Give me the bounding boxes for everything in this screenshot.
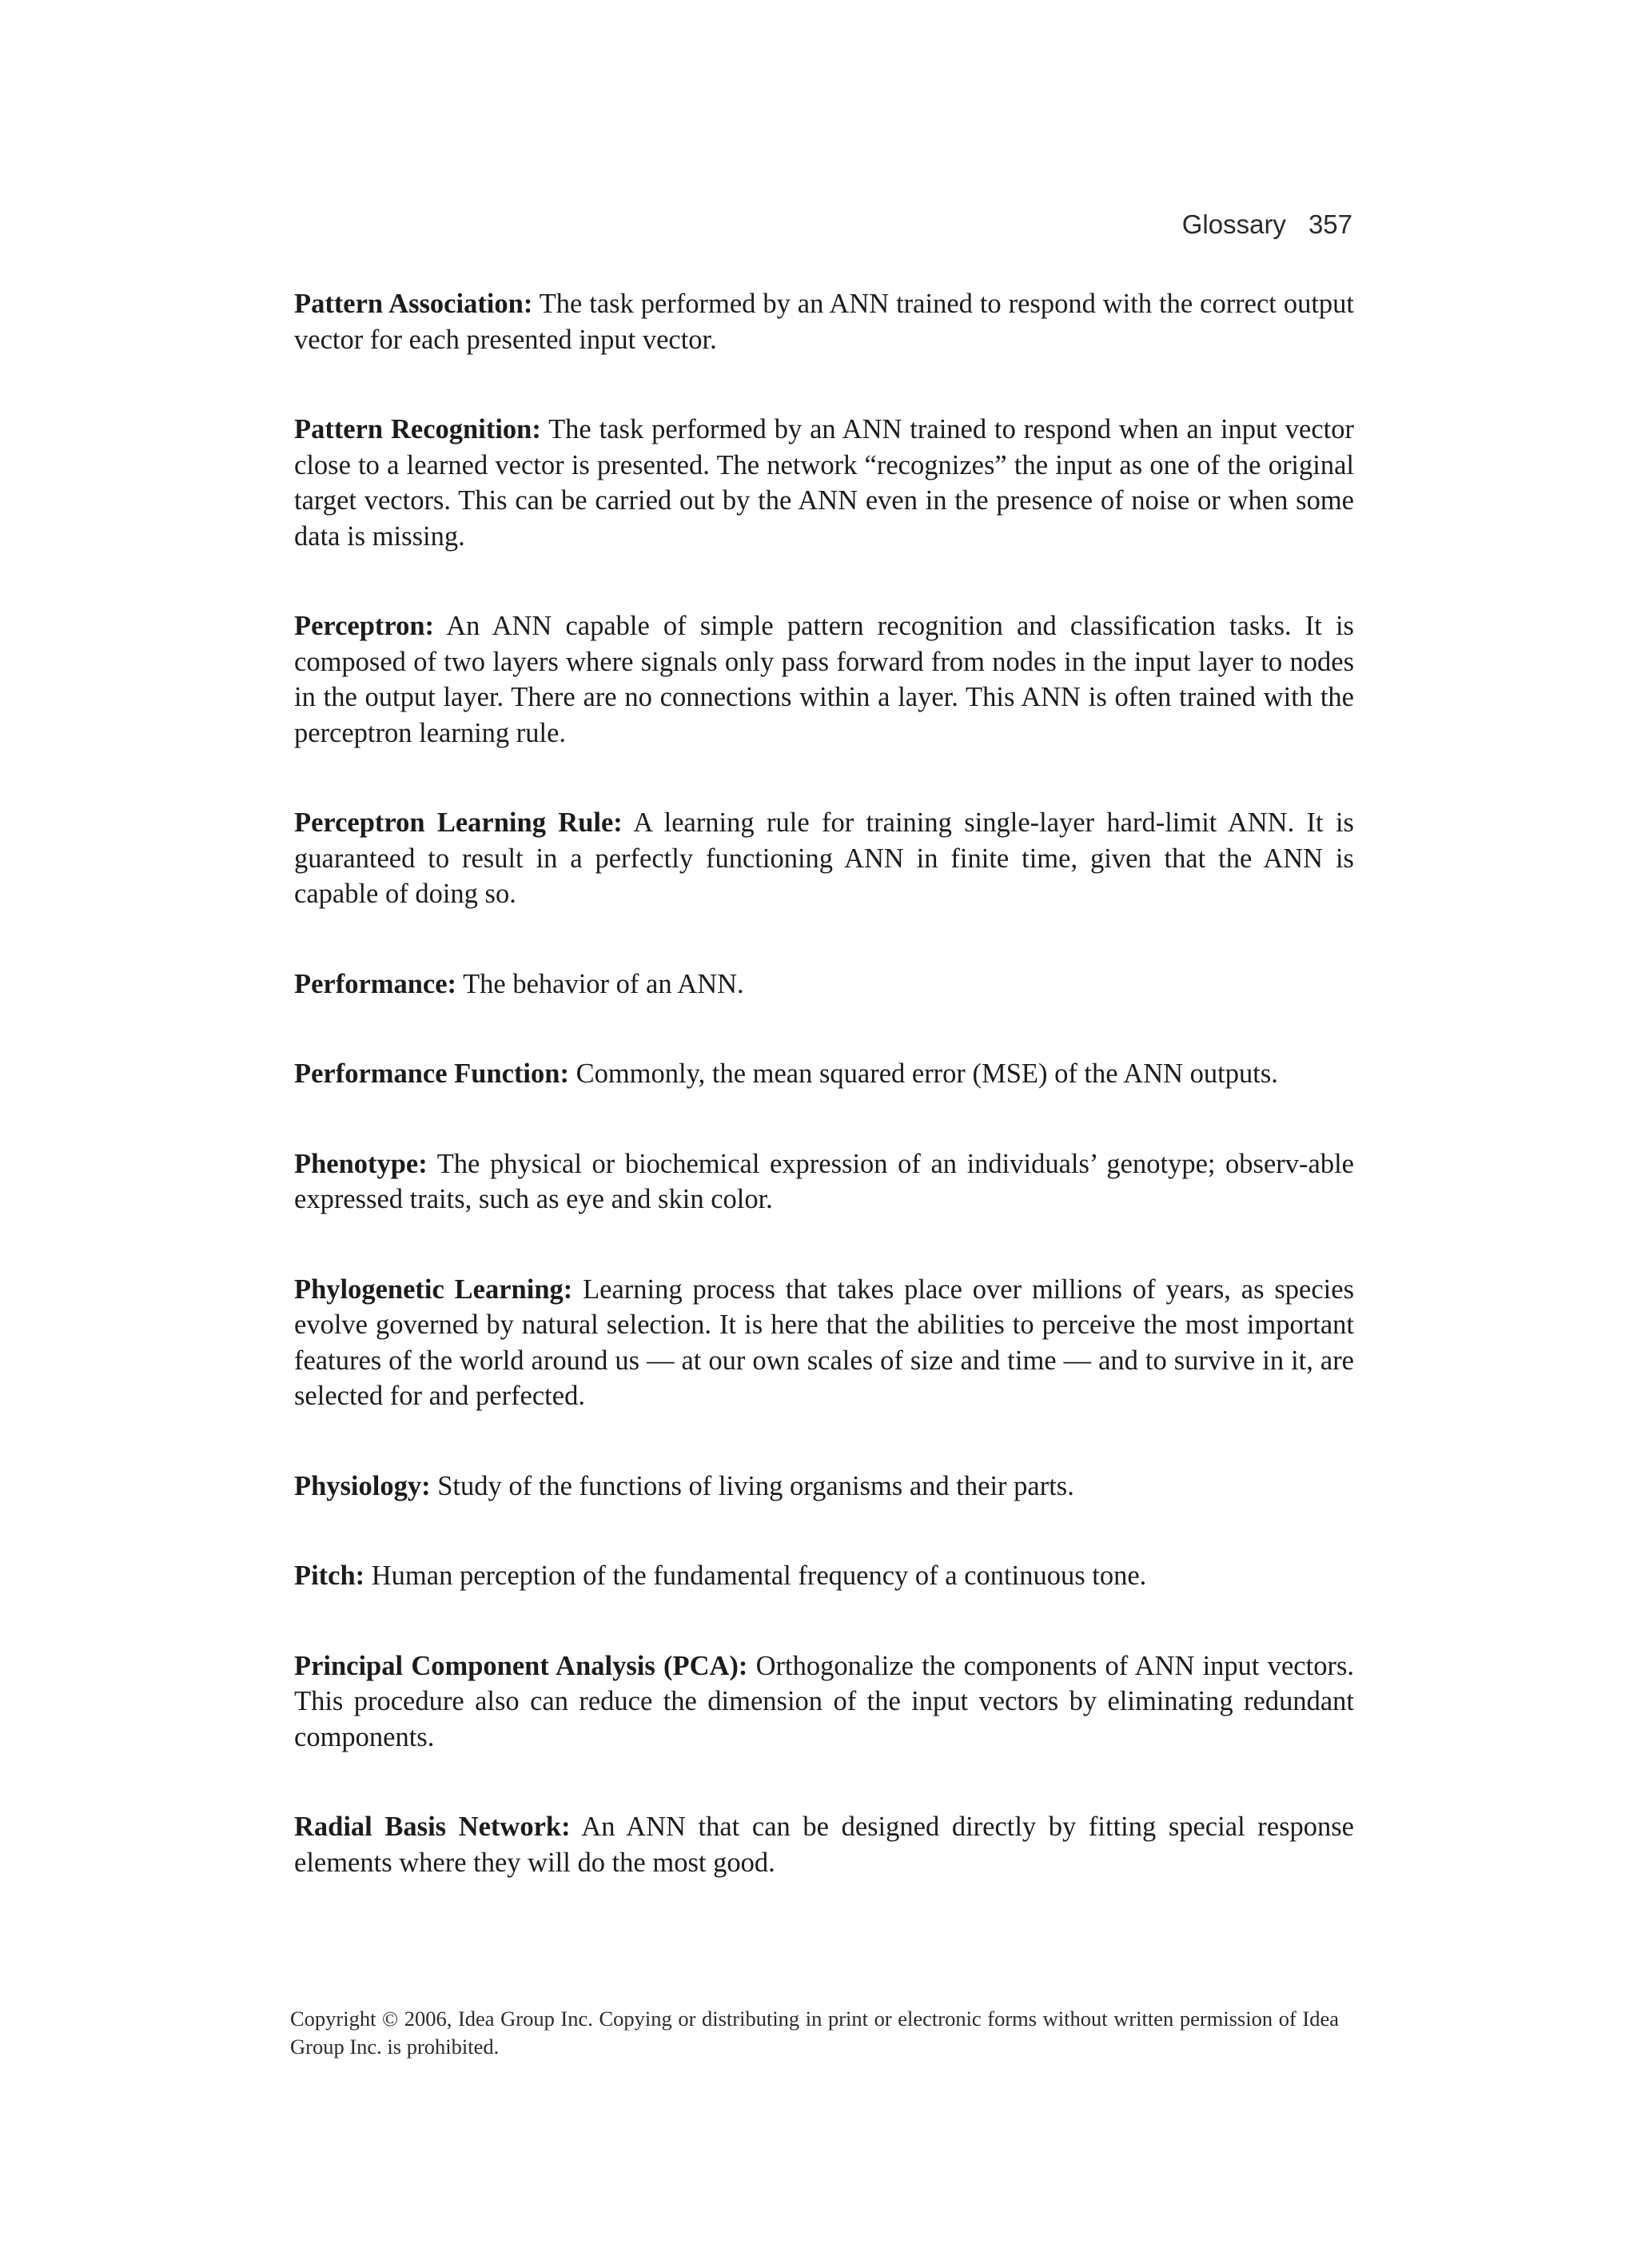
entry-definition: A learning rule for training single-layer hard-limit ANN. It is guaranteed to result in a perfectly functioning ANN in finite time, given that the ANN is capable of doing so. — [294, 807, 1354, 909]
entry-definition: Orthogonalize the components of ANN input vectors. This procedure also can reduce the dimension of the input vectors by eliminating redundant components. — [294, 1650, 1354, 1752]
glossary-entry-performance-function — [294, 1056, 1354, 1092]
entry-term: Pitch: — [294, 1560, 365, 1591]
entry-definition: An ANN that can be designed directly by fitting special response elements where they will do the most good. — [294, 1812, 1354, 1878]
entry-term: Principal Component Analysis (PCA): — [294, 1650, 748, 1681]
entry-term: Pattern Recognition: — [294, 414, 541, 444]
glossary-entry-pattern-recognition — [294, 412, 1354, 554]
entry-definition: Human perception of the fundamental frequency of a continuous tone. — [371, 1560, 1147, 1591]
entry-definition: The behavior of an ANN. — [463, 968, 744, 999]
copyright-notice: Copyright © 2006, Idea Group Inc. Copying or distributing in print or electronic forms without written permission of Idea Group Inc. is prohibited. — [290, 2007, 1339, 2059]
entry-definition: Study of the functions of living organisms and their parts. — [437, 1470, 1074, 1501]
glossary-entry-pitch — [294, 1558, 1354, 1594]
entry-term: Radial Basis Network: — [294, 1812, 571, 1842]
glossary-list — [294, 286, 1354, 1880]
glossary-entry-performance — [294, 967, 1354, 1002]
entry-term: Performance: — [294, 968, 457, 999]
glossary-entry-phylogenetic-learning — [294, 1272, 1354, 1414]
entry-definition: The physical or biochemical expression of an individuals’ genotype; observ-able expressed traits, such as eye and skin color. — [294, 1148, 1354, 1214]
entry-definition: Commonly, the mean squared error (MSE) of the ANN outputs. — [576, 1058, 1278, 1089]
entry-term: Pattern Association: — [294, 289, 533, 319]
entry-definition: Learning process that takes place over millions of years, as species evolve governed by natural selection. It is here that the abilities to perceive the most important features of the world around us — at our own scales of size and time — and to survive in it, are selected for and perfected. — [294, 1274, 1354, 1411]
entry-term: Phenotype: — [294, 1148, 428, 1179]
entry-term: Perceptron Learning Rule: — [294, 807, 623, 838]
section-title: Glossary — [1181, 209, 1286, 239]
glossary-entry-phenotype — [294, 1146, 1354, 1218]
glossary-entry-physiology — [294, 1469, 1354, 1505]
entry-definition: The task performed by an ANN trained to respond with the correct output vector for each presented input vector. — [294, 289, 1354, 355]
glossary-entry-principal-component-analysis — [294, 1648, 1354, 1756]
glossary-entry-radial-basis-network — [294, 1809, 1354, 1880]
glossary-entry-perceptron-learning-rule — [294, 805, 1354, 912]
running-header — [1182, 209, 1352, 240]
entry-term: Physiology: — [294, 1470, 431, 1501]
page-number: 357 — [1308, 209, 1352, 239]
entry-term: Perceptron: — [294, 611, 434, 641]
glossary-entry-perceptron — [294, 608, 1354, 751]
entry-definition: An ANN capable of simple pattern recognition and classification tasks. It is composed of two layers where signals only pass forward from nodes in the input layer to nodes in the output layer. There are no connections within a layer. This ANN is often trained with the perceptron learning rule. — [294, 611, 1354, 748]
glossary-entry-pattern-association — [294, 286, 1354, 357]
entry-term: Phylogenetic Learning: — [294, 1274, 573, 1305]
entry-term: Performance Function: — [294, 1058, 569, 1089]
entry-definition: The task performed by an ANN trained to respond when an input vector close to a learned vector is presented. The network “recognizes” the input as one of the original target vectors. This can be carried out by the ANN even in the presence of noise or when some data is missing. — [294, 414, 1354, 552]
